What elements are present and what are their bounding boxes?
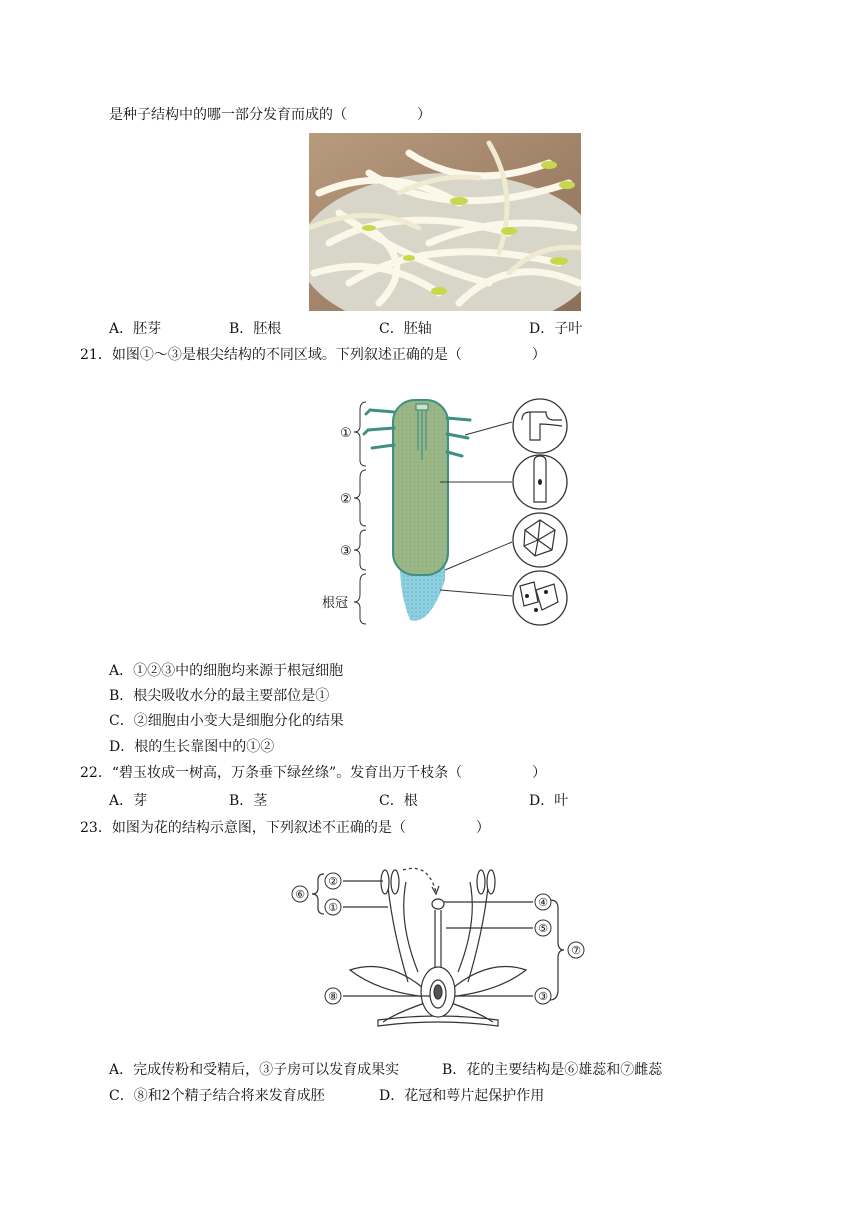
flower-label-5: ⑤: [538, 922, 548, 935]
root-label-1: ①: [340, 426, 352, 441]
q23-stem: 23．如图为花的结构示意图，下列叙述不正确的是（ ）: [80, 820, 490, 836]
q21-option-b[interactable]: B．根尖吸收水分的最主要部位是①: [109, 688, 330, 704]
flower-structure-figure: [288, 862, 593, 1046]
q22-stem: 22．“碧玉妆成一树高，万条垂下绿丝绦”。发育出万千枝条（ ）: [80, 765, 547, 781]
bean-sprouts-photo: [309, 133, 581, 311]
root-tip-figure: [310, 390, 580, 634]
flower-label-8: ⑧: [328, 990, 338, 1003]
q21-option-c[interactable]: C．②细胞由小变大是细胞分化的结果: [109, 713, 344, 729]
q20-stem: 是种子结构中的哪一部分发育而成的（ ）: [109, 107, 431, 123]
q21-option-a[interactable]: A．①②③中的细胞均来源于根冠细胞: [109, 663, 344, 679]
flower-label-7: ⑦: [571, 944, 581, 957]
q21-option-d[interactable]: D．根的生长靠图中的①②: [109, 739, 275, 755]
flower-label-4: ④: [538, 896, 548, 909]
q22-option-c[interactable]: C．根: [379, 793, 418, 809]
q20-option-d[interactable]: D．子叶: [529, 321, 583, 337]
q23-option-d[interactable]: D．花冠和萼片起保护作用: [379, 1088, 545, 1104]
root-label-2: ②: [340, 492, 352, 507]
q23-option-a[interactable]: A．完成传粉和受精后，③子房可以发育成果实: [109, 1062, 400, 1078]
flower-label-6: ⑥: [295, 888, 305, 901]
q21-stem: 21．如图①～③是根尖结构的不同区域。下列叙述正确的是（ ）: [80, 347, 546, 363]
q23-option-c[interactable]: C．⑧和2个精子结合将来发育成胚: [109, 1088, 325, 1104]
flower-label-1: ①: [328, 901, 338, 914]
root-label-3: ③: [340, 544, 352, 559]
flower-label-2: ②: [328, 875, 338, 888]
q20-option-b[interactable]: B．胚根: [229, 321, 282, 337]
flower-label-3: ③: [538, 990, 548, 1003]
q22-option-d[interactable]: D．叶: [529, 793, 569, 809]
q22-option-b[interactable]: B．茎: [229, 793, 268, 809]
root-label-cap: 根冠: [322, 596, 349, 611]
q20-option-c[interactable]: C．胚轴: [379, 321, 432, 337]
q23-option-b[interactable]: B．花的主要结构是⑥雄蕊和⑦雌蕊: [442, 1062, 663, 1078]
q20-option-a[interactable]: A．胚芽: [109, 321, 162, 337]
q22-option-a[interactable]: A．芽: [109, 793, 148, 809]
